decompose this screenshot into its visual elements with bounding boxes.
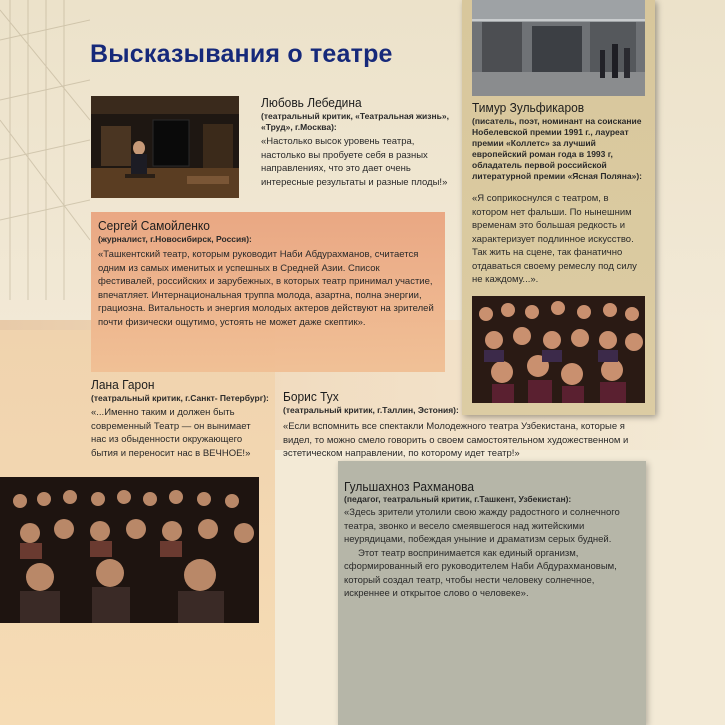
author-name-zulfikarov: Тимур Зульфикаров	[472, 100, 585, 115]
author-role-rakhmanova: (педагог, театральный критик, г.Ташкент, Узбекистан):	[344, 494, 572, 504]
audience-photo-right	[472, 296, 645, 403]
author-role-tukh: (театральный критик, г.Таллин, Эстония):	[283, 405, 459, 415]
quote-paragraph: «Здесь зрители утолили свою жажду радостного и солнечного театра, звонко и весело смеявшегося над житейскими неурядицами, побеждая уныние и драматизм серых будней.	[344, 507, 620, 545]
stage-rigging-decoration	[0, 0, 90, 300]
quote-text-samoylenko	[98, 248, 438, 329]
author-role-lebedina: (театральный критик, «Театральная жизнь», «Труд», г.Москва):	[261, 111, 449, 132]
author-name-samoylenko: Сергей Самойленко	[98, 218, 210, 233]
quote-paragraph: «Ташкентский театр, которым руководит Наби Абдурахманов, считается одним из самых именитых и успешных в Средней Азии. Список фестивалей, российских и зарубежных, в которых театр принимал участие, впечатляет. Интернациональная труппа молода, азартна, полна энергии, грациозна. Витальность и энергия молодых актеров действуют на зрителей почти физически ощутимо, устоять не может даже скептик».	[98, 249, 434, 328]
quote-text-rakhmanova	[344, 506, 640, 601]
author-name-rakhmanova: Гульшахноз Рахманова	[344, 479, 474, 494]
quote-paragraph: «...Именно таким и должен быть современный Театр — он вынимает нас из обыденности окружающего бытия и переносит нас в ВЕЧНОЕ!»	[91, 407, 251, 459]
author-role-garon: (театральный критик, г.Санкт- Петербург):	[91, 393, 269, 403]
audience-photo-left	[0, 477, 259, 623]
page-title: Высказывания о театре	[90, 40, 393, 68]
quote-paragraph: Этот театр воспринимается как единый организм, сформированный его руководителем Наби Абдурахмановым, который создал театр, чтобы нести человеку солнечное, искреннее и открытое слово о человеке».	[344, 547, 617, 599]
quote-paragraph: «Настолько высок уровень театра, настолько вы пробуете себя в разных направлениях, что это дает очень интересные результаты и разные плоды!»	[261, 136, 448, 188]
quote-text-garon	[91, 406, 265, 460]
author-role-zulfikarov: (писатель, поэт, номинант на соискание Нобелевской премии 1991 г., лауреат премии «Коллетс» за лучший европейский роман года в 1993 г, обладатель первой российской литературной премии «Ясная Поляна»):	[472, 116, 643, 181]
author-name-tukh: Борис Тух	[283, 389, 339, 404]
author-name-lebedina: Любовь Лебедина	[261, 95, 362, 110]
quote-text-tukh	[283, 420, 649, 461]
quote-text-lebedina	[261, 135, 457, 189]
quote-paragraph: «Я соприкоснулся с театром, в котором нет фальши. По нынешним временам это большая редкость и характеризует подлинное искусство. Так жить на сцене, так фанатично отдаваться своему ремеслу под силу не каждому...».	[472, 193, 637, 285]
author-role-samoylenko: (журналист, г.Новосибирск, Россия):	[98, 234, 252, 244]
theatre-hall-photo	[472, 0, 645, 96]
quote-text-zulfikarov	[472, 192, 644, 287]
stage-performer-photo	[91, 96, 239, 198]
author-name-garon: Лана Гарон	[91, 377, 155, 392]
quote-paragraph: «Если вспомнить все спектакли Молодежного театра Узбекистана, которые я видел, то можно смело говорить о своем самостоятельном художественном и эстетическом направлении, по которому идет театр!»	[283, 421, 629, 459]
